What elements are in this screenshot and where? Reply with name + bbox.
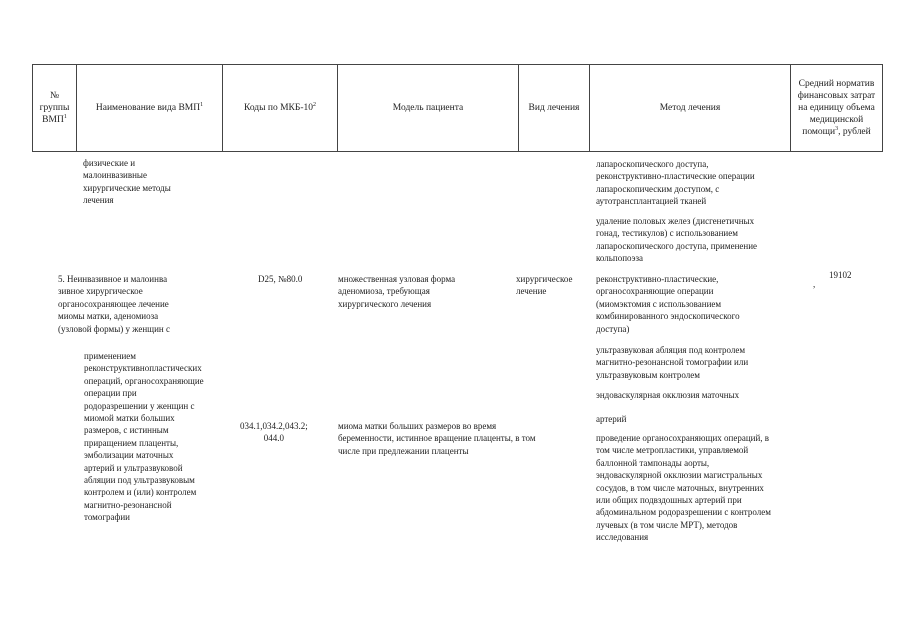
header-group: № группы ВМП$^1$: [33, 65, 77, 152]
row5-codes-1: D25, №80.0: [258, 274, 303, 284]
header-cost: Средний норматив финансовых затрат на единицу объема медицинской помощи$^3$, рублей: [791, 65, 883, 152]
row5-method-2: ультразвуковая абляция под контролем магнитно-резонансной томографии или ультразвуковым контролем: [596, 345, 749, 380]
header-name: Наименование вида ВМП$^1$: [77, 65, 223, 152]
row5-method-3: эндоваскулярная окклюзия маточных: [596, 390, 740, 400]
header-codes: Коды по МКБ-$10^2$: [223, 65, 338, 152]
header-method: Метод лечения: [590, 65, 791, 152]
row5-model-1: множественная узловая форма аденомиоза, требующая хирургического лечения: [338, 274, 456, 309]
row5-method-4: артерий: [596, 414, 627, 424]
cont-name: физические и малоинвазивные хирургические методы лечения: [83, 158, 171, 206]
row5-method-5: проведение органосохраняющих операций, в том числе метропластики, управляемой баллонной тампонады аорты, эндоваскулярной окклюзии магистральных сосудов, в том числе маточных, внутренних или общих подвздошных артерий при абдоминальном родоразрешении с контролем лучевых (в том числе МРТ), методов исследования: [596, 433, 771, 543]
cont-method-1: лапароскопического доступа, реконструктивно-пластические операции лапароскопическим доступом, с аутотрансплантацией тканей: [596, 159, 755, 207]
row5-cost: 19102: [829, 270, 852, 280]
cont-method-2: удаление половых желез (дисгенетичных гонад, тестикулов) с использованием лапароскопического доступа, применение кольпопоэза: [596, 216, 758, 264]
row5-codes-2: 034.1,034.2,043.2; 044.0: [240, 421, 308, 444]
row5-method-1: реконструктивно-пластические, органосохраняющие операции (миомэктомия с использованием комбинированного эндоскопического доступа): [596, 274, 740, 334]
row5-name: 5. Неинвазивное и малоинва зивное хирургическое органосохраняющее лечение миомы матки, аденомиоза (узловой формы) у женщин с: [58, 274, 170, 334]
row5-cost-mark: ,: [813, 279, 816, 289]
row5-treatment: хирургическое лечение: [516, 274, 573, 297]
table-header: [32, 64, 883, 152]
header-model: Модель пациента: [338, 65, 519, 152]
row5-name-cont: применением реконструктивнопластических операций, органосохраняющие операции при родоразрешении у женщин с миомой матки больших размеров, с истинным приращением плаценты, эмболизации маточных артерий и ультразвуковой абляции под ультразвуковым контролем и (или) контролем магнитно-резонансной томографии: [84, 351, 204, 523]
header-treatment: Вид лечения: [519, 65, 590, 152]
row5-model-2: миома матки больших размеров во время беременности, истинное вращение плаценты, в том числе при предлежании плаценты: [338, 421, 536, 456]
